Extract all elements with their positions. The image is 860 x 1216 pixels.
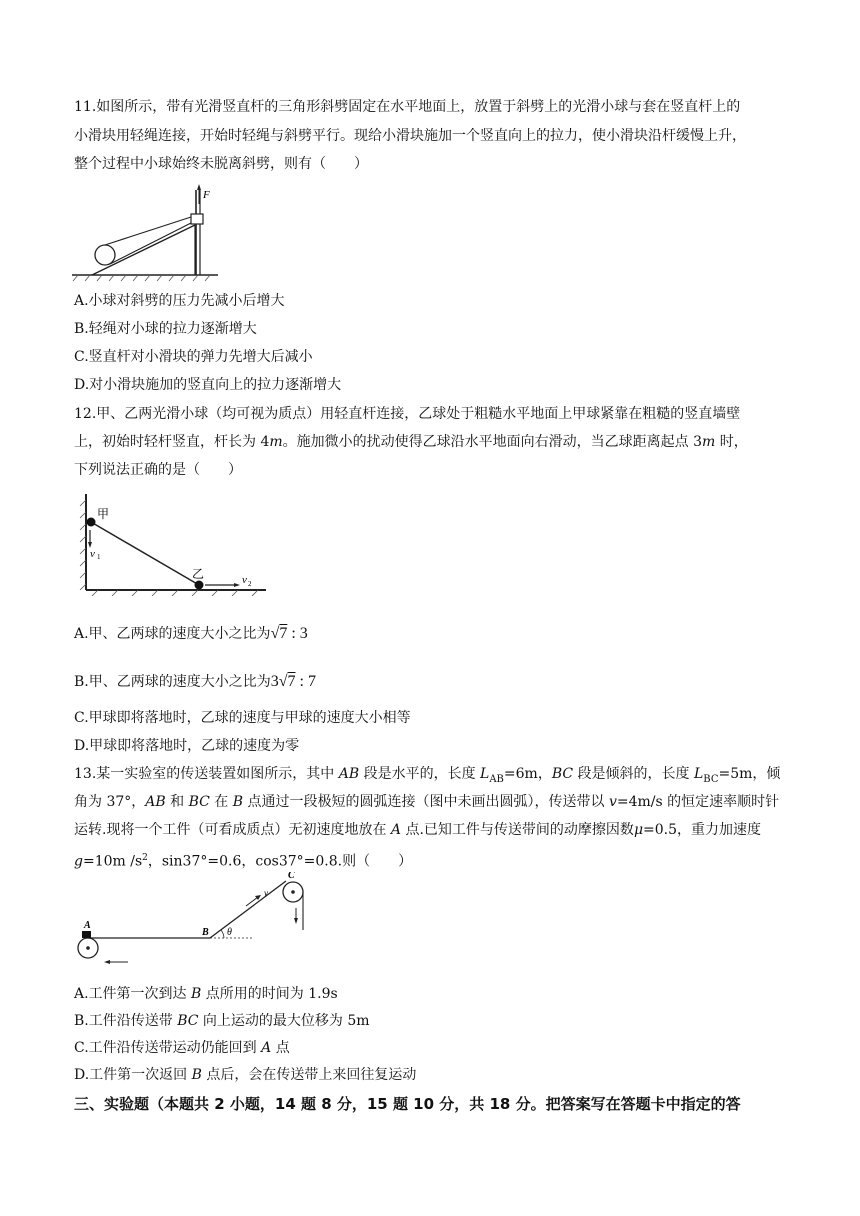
q13-stem-line-3: 运转.现将一个工件（可看成质点）无初速度地放在 A 点.已知工件与传送带间的动摩擦因数μ=0.5，重力加速度: [74, 822, 762, 838]
q11-figure-wedge-diagram: [70, 182, 220, 282]
q12-option-b: B.甲、乙两球的速度大小之比为3√7 : 7: [74, 673, 316, 690]
q13-stem-line-4: g=10m $/s^2$，sin37°=0.6，cos37°=0.8.则（ ）: [74, 853, 413, 870]
label-v2-sub: 2: [248, 580, 252, 588]
force-label-F: F: [203, 189, 210, 201]
q13-figure-conveyor-diagram: [72, 872, 312, 970]
label-B: B: [202, 927, 209, 938]
rope-top: [105, 217, 191, 245]
label-v: v: [264, 888, 268, 898]
label-v2: v: [242, 574, 247, 586]
workpiece-block: [82, 931, 91, 938]
q12-stem-line-3: 下列说法正确的是（ ）: [74, 462, 242, 478]
label-C: C: [288, 872, 295, 881]
q11-stem-line-1: 11.如图所示，带有光滑竖直杆的三角形斜劈固定在水平地面上，放置于斜劈上的光滑小球与套在竖直杆上的: [74, 99, 741, 115]
q11-option-a: A.小球对斜劈的压力先减小后增大: [74, 293, 285, 309]
ball: [95, 245, 115, 265]
belt-bc: [210, 881, 286, 938]
q11-option-b: B.轻绳对小球的拉力逐渐增大: [74, 321, 257, 337]
q13-stem-line-2: 角为 37°，AB 和 BC 在 B 点通过一段极短的圆弧连接（图中未画出圆弧），传送带以 v=4m/s 的恒定速率顺时针: [74, 794, 780, 810]
light-rod: [91, 522, 199, 585]
rope-bottom: [110, 223, 191, 264]
q12-option-c: C.甲球即将落地时，乙球的速度与甲球的速度大小相等: [74, 710, 411, 726]
v-arrow: [246, 897, 258, 906]
ball-jia: [87, 518, 96, 527]
angle-arc: [221, 930, 224, 938]
q13-option-a: A.工件第一次到达 B 点所用的时间为 1.9s: [74, 986, 338, 1002]
q11-stem-line-2: 小滑块用轻绳连接，开始时轻绳与斜劈平行。现给小滑块施加一个竖直向上的拉力，使小滑块沿杆缓慢上升，: [74, 128, 746, 144]
label-v1-sub: 1: [97, 553, 101, 561]
q11-option-d: D.对小滑块施加的竖直向上的拉力逐渐增大: [74, 377, 342, 393]
label-jia: 甲: [97, 507, 110, 521]
section-3-heading: 三、实验题（本题共 2 小题，14 题 8 分，15 题 10 分，共 18 分。把答案写在答题卡中指定的答: [74, 1095, 741, 1113]
ball-yi: [195, 581, 204, 590]
q12-stem-line-1: 12.甲、乙两光滑小球（均可视为质点）用轻直杆连接，乙球处于粗糙水平地面上甲球紧靠在粗糙的竖直墙壁: [74, 406, 741, 422]
label-A: A: [84, 920, 91, 931]
label-v1: v: [90, 548, 95, 560]
q12-option-a: A.甲、乙两球的速度大小之比为√7 : 3: [74, 625, 308, 642]
q12-stem-line-2: 上，初始时轻杆竖直，杆长为 4m。施加微小的扰动使得乙球沿水平地面向右滑动，当乙球距离起点 3m 时，: [74, 434, 748, 450]
ground-hatch: [73, 275, 210, 281]
q13-stem-line-1: 13.某一实验室的传送装置如图所示，其中 AB 段是水平的，长度 $L_{AB}=6m$，BC 段是倾斜的，长度 $L_{BC}=5m$，倾: [74, 766, 781, 785]
label-theta: θ: [227, 927, 232, 938]
q11-option-c: C.竖直杆对小滑块的弹力先增大后减小: [74, 349, 313, 365]
q13-option-d: D.工件第一次返回 B 点后，会在传送带上来回往复运动: [74, 1067, 417, 1083]
label-yi: 乙: [192, 567, 205, 581]
q13-option-b: B.工件沿传送带 BC 向上运动的最大位移为 5m: [74, 1013, 370, 1029]
slider-block: [191, 214, 203, 224]
q12-option-d: D.甲球即将落地时，乙球的速度为零: [74, 738, 300, 754]
q12-figure-rod-diagram: [78, 492, 268, 596]
q13-option-c: C.工件沿传送带运动仍能回到 A 点: [74, 1040, 290, 1056]
q11-stem-line-3: 整个过程中小球始终未脱离斜劈，则有（ ）: [74, 156, 368, 172]
